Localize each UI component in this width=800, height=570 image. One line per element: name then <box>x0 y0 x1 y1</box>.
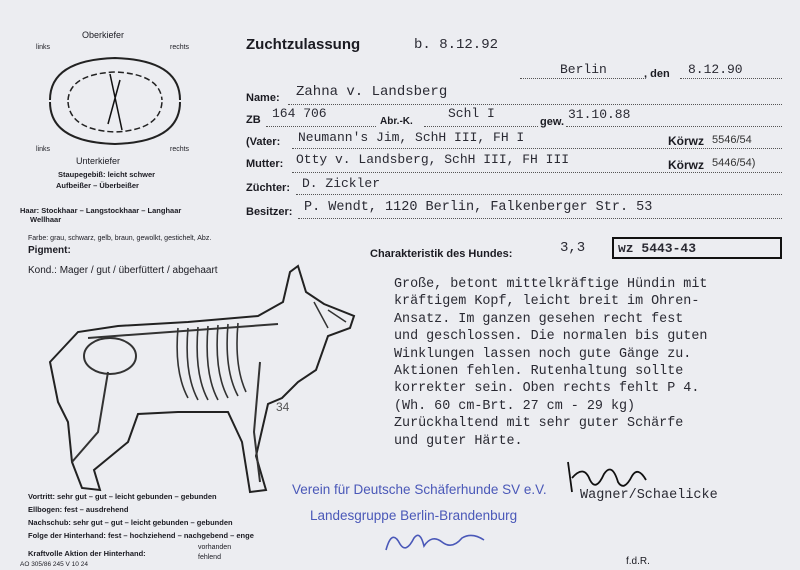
remarks-line: Große, betont mittelkräftige Hündin mit <box>394 277 708 292</box>
ellbogen-field: Ellbogen: fest – ausdrehend <box>28 505 129 514</box>
abrk-label: Abr.-K. <box>380 116 413 127</box>
mutter-korwz-label: Körwz <box>668 158 704 172</box>
upper-jaw-label: Oberkiefer <box>82 30 125 40</box>
jaw-icon <box>30 50 200 150</box>
remarks-line: Zurückhaltend mit sehr guter Schärfe <box>394 416 684 432</box>
fehlend-option: fehlend <box>198 554 221 561</box>
vorhanden-option: vorhanden <box>198 544 232 551</box>
vater-korwz-label: Körwz <box>668 134 704 148</box>
remarks-line: und geschlossen. Die normalen bis guten <box>394 329 708 345</box>
pencil-mark: 34 <box>276 400 290 414</box>
right-label-bottom: rechts <box>170 146 190 153</box>
lower-jaw-label: Unterkiefer <box>76 156 121 166</box>
vater-korwz: 5546/54 <box>712 134 752 146</box>
vater-label: (Vater: <box>246 136 281 148</box>
mutter-label: Mutter: <box>246 158 284 170</box>
vortritt-field: Vortritt: sehr gut – gut – leicht gebunden – gebunden <box>28 492 217 501</box>
zb-label: ZB <box>246 114 261 126</box>
form-code: AO 305/86 245 V 10 24 <box>20 561 88 568</box>
fdr-label: f.d.R. <box>626 556 650 567</box>
right-label-top: rechts <box>170 44 190 51</box>
kraftvolle-field: Kraftvolle Aktion der Hinterhand: <box>28 549 146 558</box>
zb-number: 164 706 <box>272 106 327 121</box>
charakteristik-label: Charakteristik des Hundes: <box>370 248 513 260</box>
approval-date: b. 8.12.92 <box>414 37 499 53</box>
haar-field: Haar: Stockhaar – Langstockhaar – Langhaar <box>20 206 182 215</box>
place-date: 8.12.90 <box>688 62 743 77</box>
handwritten-signature-blue <box>380 524 490 558</box>
den-label: , den <box>644 68 670 80</box>
teeth-diagram <box>28 28 218 178</box>
judge-name: Wagner/Schaelicke <box>580 488 718 503</box>
mutter-value: Otty v. Landsberg, SchH III, FH III <box>296 152 570 167</box>
farbe-field: Farbe: grau, schwarz, gelb, braun, gewolkt, gestichelt, Abz. <box>28 235 212 242</box>
gew-label: gew. <box>540 116 565 128</box>
gew-date: 31.10.88 <box>568 107 631 122</box>
dog-skeleton-drawing <box>28 262 363 498</box>
zuechter-label: Züchter: <box>246 182 290 194</box>
pigment-field: Pigment: <box>28 245 71 256</box>
remarks-line: Winklungen lassen noch gute Gänge zu. <box>394 346 692 362</box>
document-title: Zuchtzulassung <box>246 36 361 53</box>
folge-field: Folge der Hinterhand: fest – hochziehend – nachgebend – enge <box>28 531 254 540</box>
staupe-label: Staupegebiß: leicht schwer <box>58 170 156 179</box>
wz-value: wz 5443-43 <box>618 241 697 256</box>
besitzer-label: Besitzer: <box>246 206 293 218</box>
mutter-korwz: 5446/54) <box>712 157 756 169</box>
place-city: Berlin <box>560 62 607 77</box>
remarks-line: kräftigem Kopf, leicht breit im Ohren- <box>394 294 700 310</box>
vater-value: Neumann's Jim, SchH III, FH I <box>298 130 525 145</box>
aufbeisser-label: Aufbeißer – Überbeißer <box>56 181 139 190</box>
stamp-line-1: Verein für Deutsche Schäferhunde SV e.V. <box>292 482 547 497</box>
kond-field: Kond.: Mager / gut / überfüttert / abgehaart <box>28 265 218 276</box>
zuechter-value: D. Zickler <box>302 176 381 191</box>
remarks-line: Aktionen fehlen. Rutenhaltung sollte <box>394 363 684 379</box>
wz-box <box>612 237 782 259</box>
dog-name: Zahna v. Landsberg <box>296 84 448 100</box>
remarks-text <box>394 276 707 450</box>
left-label-top: links <box>36 44 51 51</box>
besitzer-value: P. Wendt, 1120 Berlin, Falkenberger Str. 53 <box>304 200 653 215</box>
remarks-line: korrekter sein. Oben rechts fehlt P 4. <box>394 381 700 397</box>
remarks-line: (Wh. 60 cm-Brt. 27 cm - 29 kg) <box>394 398 636 414</box>
stamp-line-2: Landesgruppe Berlin-Brandenburg <box>310 508 518 523</box>
nachschub-field: Nachschub: sehr gut – gut – leicht gebunden – gebunden <box>28 518 233 527</box>
remarks-line: und guter Härte. <box>394 433 523 449</box>
charakteristik-score: 3,3 <box>560 240 586 256</box>
remarks-line: Ansatz. Im ganzen gesehen recht fest <box>394 311 684 327</box>
haar-field-2: Wellhaar <box>30 215 62 224</box>
left-label-bottom: links <box>36 146 51 153</box>
abrk-value: Schl I <box>448 106 495 121</box>
name-label: Name: <box>246 92 280 104</box>
